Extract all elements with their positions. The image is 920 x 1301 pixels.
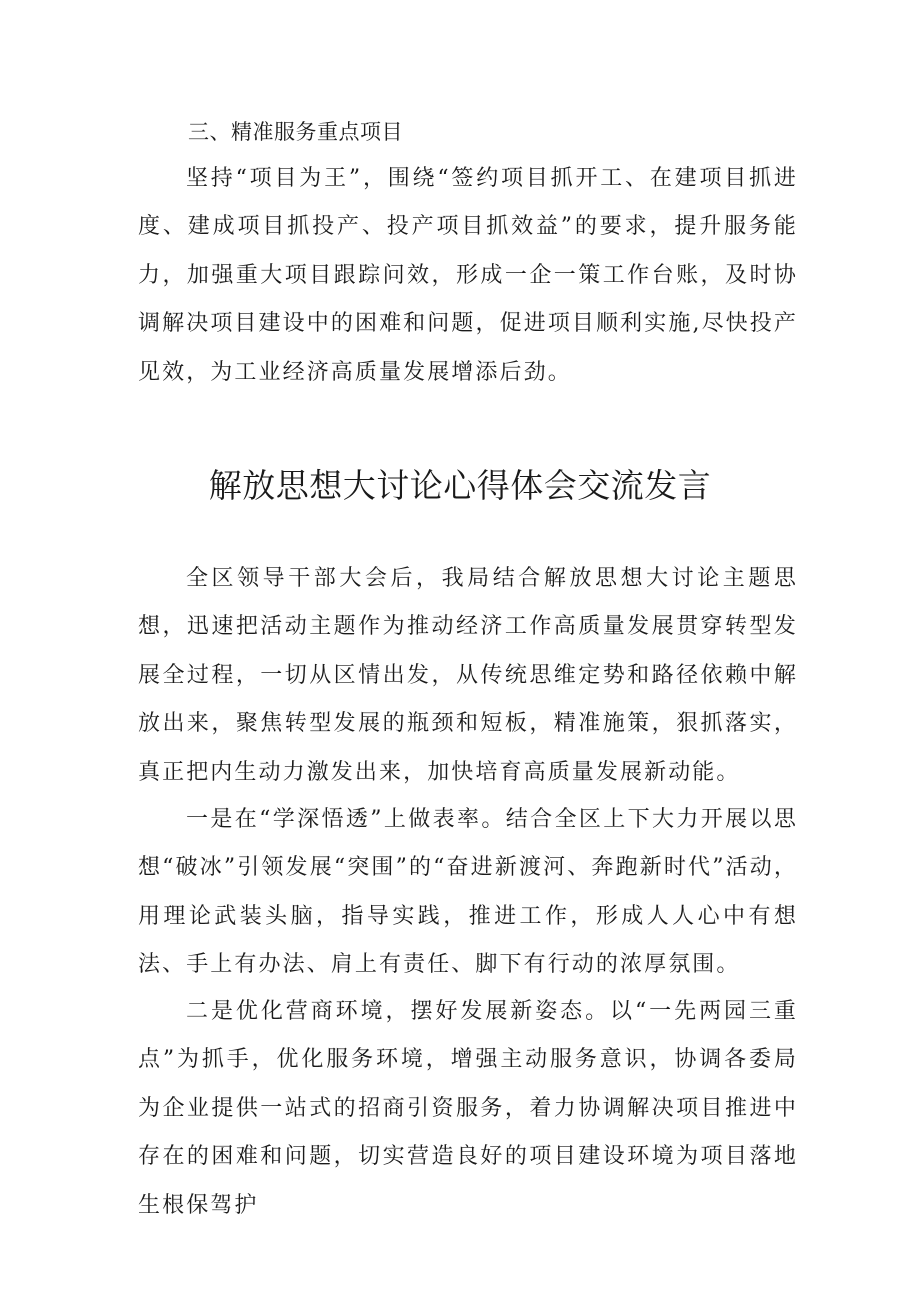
- article-title: 解放思想大讨论心得体会交流发言: [208, 466, 712, 505]
- section-heading: 三、精准服务重点项目: [188, 120, 403, 144]
- article-paragraph-2: 一是在“学深悟透”上做表率。结合全区上下大力开展以思想“破冰”引领发展“突围”的“奋进新渡河、奔跑新时代”活动，用理论武装头脑，指导实践，推进工作，形成人人心中有想法、手上有办法、肩上有责任、脚下有行动的浓厚氛围。: [138, 807, 798, 978]
- article-paragraph-1: 全区领导干部大会后，我局结合解放思想大讨论主题思想，迅速把活动主题作为推动经济工作高质量发展贯穿转型发展全过程，一切从区情出发，从传统思维定势和路径依赖中解放出来，聚焦转型发展的瓶颈和短板，精准施策，狠抓落实，真正把内生动力激发出来，加快培育高质量发展新动能。: [138, 566, 798, 785]
- section-paragraph: 坚持“项目为王”，围绕“签约项目抓开工、在建项目抓进度、建成项目抓投产、投产项目抓效益”的要求，提升服务能力，加强重大项目跟踪问效，形成一企一策工作台账，及时协调解决项目建设中的困难和问题，促进项目顺利实施,尽快投产见效，为工业经济高质量发展增添后劲。: [138, 166, 798, 385]
- article-paragraph-3: 二是优化营商环境，摆好发展新姿态。以“一先两园三重点”为抓手，优化服务环境，增强主动服务意识，协调各委局为企业提供一站式的招商引资服务，着力协调解决项目推进中存在的困难和问题，切实营造良好的项目建设环境为项目落地生根保驾护: [138, 999, 798, 1218]
